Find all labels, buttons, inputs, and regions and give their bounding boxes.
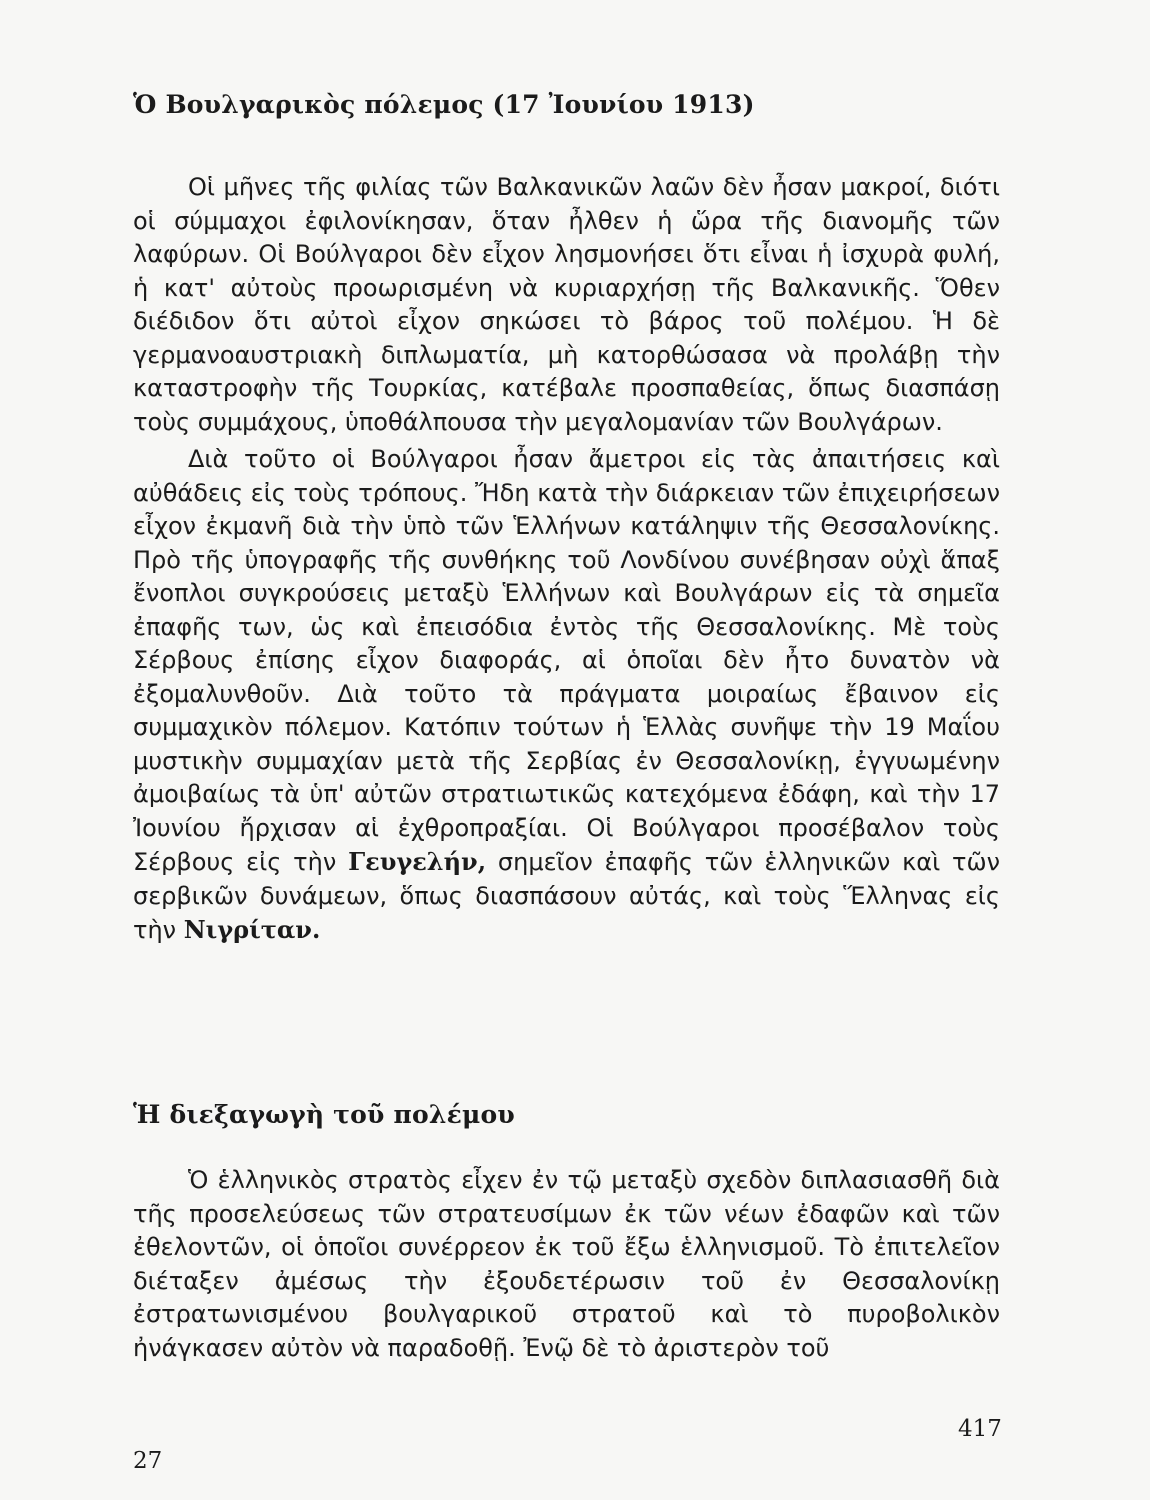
paragraph-2-text: Διὰ τοῦτο οἱ Βούλγαροι ἦσαν ἄμετροι εἰς τὰς ἀπαιτήσεις καὶ αὐθάδεις εἰς τοὺς τρόπους. Ἤδη κατὰ τὴν διάρκειαν τῶν ἐπιχειρήσεων εἶχον ἐκμανῆ διὰ τὴν ὑπὸ τῶν Ἑλλήνων κατάληψιν τῆς Θεσσαλονίκης. Πρὸ τῆς ὑπογραφῆς τῆς συνθήκης τοῦ Λονδίνου συνέβησαν οὐχὶ ἅπαξ ἔνοπλοι συγκρούσεις μεταξὺ Ἑλλήνων καὶ Βουλγάρων εἰς τὰ σημεῖα ἐπαφῆς των, ὡς καὶ ἐπεισόδια ἐντὸς τῆς Θεσσαλονίκης. Μὲ τοὺς Σέρβους ἐπίσης εἶχον διαφοράς, αἱ ὁποῖαι δὲν ἦτο δυνατὸν νὰ ἐξομαλυνθοῦν. Διὰ τοῦτο τὰ πράγματα μοιραίως ἔβαινον εἰς συμμαχικὸν πόλεμον. Κατόπιν τούτων ἡ Ἑλλὰς συνῆψε τὴν 19 Μαΐου μυστικὴν συμμαχίαν μετὰ τῆς Σερβίας ἐν Θεσσαλονίκῃ, ἐγγυωμένην ἀμοιβαίως τὰ ὑπ' αὐτῶν στρατιωτικῶς κατεχόμενα ἐδάφη, καὶ τὴν 17 Ἰουνίου ἤρχισαν αἱ ἐχθροπραξίαι. Οἱ Βούλγαροι προσέβαλον τοὺς Σέρβους εἰς τὴν [133,445,1000,876]
page-number-left: 27 [133,1448,163,1474]
paragraph-2 [133,443,1000,948]
place-name-gevgelija: Γευγελήν, [348,847,487,876]
paragraph-3: Ὁ ἑλληνικὸς στρατὸς εἶχεν ἐν τῷ μεταξὺ σχεδὸν διπλασιασθῆ διὰ τῆς προσελεύσεως τῶν στρατευσίμων ἐκ τῶν νέων ἐδαφῶν καὶ τῶν ἐθελοντῶν, οἱ ὁποῖοι συνέρρεον ἐκ τοῦ ἔξω ἑλληνισμοῦ. Τὸ ἐπιτελεῖον διέταξεν ἀμέσως τὴν ἐξουδετέρωσιν τοῦ ἐν Θεσσαλονίκῃ ἐστρατωνισμένου βουλγαρικοῦ στρατοῦ καὶ τὸ πυροβολικὸν ἠνάγκασεν αὐτὸν νὰ παραδοθῇ. Ἐνῷ δὲ τὸ ἀριστερὸν τοῦ [133,1166,1000,1362]
section-heading-conduct-of-war: Ἡ διεξαγωγὴ τοῦ πολέμου [133,1100,515,1129]
paragraph-1: Οἱ μῆνες τῆς φιλίας τῶν Βαλκανικῶν λαῶν δὲν ἦσαν μακροί, διότι οἱ σύμμαχοι ἐφιλονίκησαν, ὅταν ἦλθεν ἡ ὥρα τῆς διανομῆς τῶν λαφύρων. Οἱ Βούλγαροι δὲν εἶχον λησμονήσει ὅτι εἶναι ἡ ἰσχυρὰ φυλή, ἡ κατ' αὐτοὺς προωρισμένη νὰ κυριαρχήσῃ τῆς Βαλκανικῆς. Ὅθεν διέδιδον ὅτι αὐτοὶ εἶχον σηκώσει τὸ βάρος τοῦ πολέμου. Ἡ δὲ γερμανοαυστριακὴ διπλωματία, μὴ κατορθώσασα νὰ προλάβῃ τὴν καταστροφὴν τῆς Τουρκίας, κατέβαλε προσπαθείας, ὅπως διασπάσῃ τοὺς συμμάχους, ὑποθάλπουσα τὴν μεγαλομανίαν τῶν Βουλγάρων. [133,173,1000,436]
section-body-conduct-of-war [133,1164,1000,1365]
place-name-nigrita: Νιγρίταν. [183,915,321,944]
paragraph-2-continued: σημεῖον ἐπαφῆς τῶν ἑλληνικῶν καὶ τῶν σερβικῶν δυνάμεων, ὅπως διασπάσουν αὐτάς, καὶ τοὺς Ἕλληνας εἰς τὴν [133,848,1000,944]
section-body-bulgarian-war [133,171,1000,948]
section-heading-bulgarian-war: Ὁ Βουλγαρικὸς πόλεμος (17 Ἰουνίου 1913) [133,90,755,119]
page-number-right: 417 [958,1416,1002,1442]
